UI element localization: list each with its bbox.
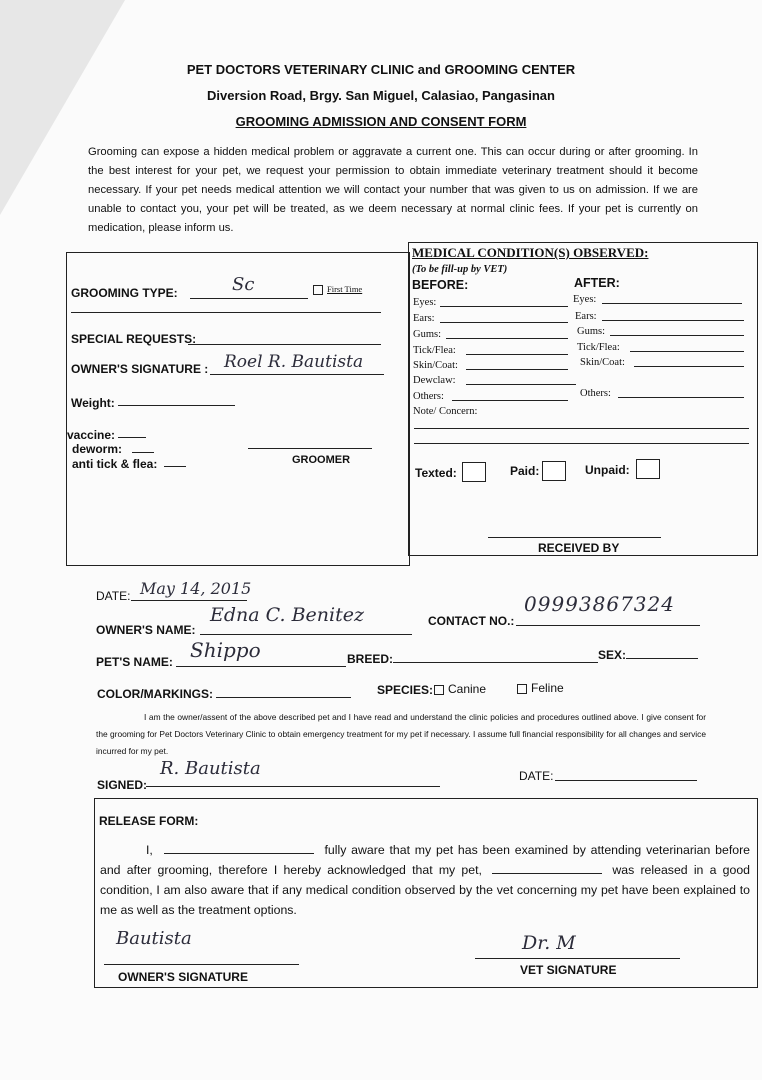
release-owner-signature-value: Bautista	[116, 928, 192, 949]
vaccine-line[interactable]	[118, 437, 146, 438]
before-eyes-label: Eyes:	[413, 297, 437, 308]
date-label: DATE:	[96, 589, 131, 603]
before-skin-label: Skin/Coat:	[413, 360, 458, 371]
after-eyes-label: Eyes:	[573, 294, 597, 305]
sex-line[interactable]	[626, 658, 698, 659]
after-skin-line[interactable]	[634, 366, 744, 367]
after-others-line[interactable]	[618, 397, 744, 398]
release-owner-signature-line[interactable]	[104, 964, 299, 965]
feline-label: Feline	[531, 681, 564, 695]
after-tick-label: Tick/Flea:	[577, 342, 620, 353]
grooming-type-extra-line	[71, 312, 381, 313]
contact-line[interactable]	[516, 625, 700, 626]
vet-signature-line[interactable]	[475, 958, 680, 959]
grooming-type-value[interactable]: Sc	[232, 274, 255, 295]
before-dewclaw-label: Dewclaw:	[413, 375, 456, 386]
owner-name-value: Edna C. Benitez	[210, 604, 364, 626]
note-line-1[interactable]	[414, 428, 749, 429]
owner-signature-label: OWNER'S SIGNATURE :	[71, 362, 209, 376]
release-pet-line[interactable]	[492, 861, 602, 874]
clinic-name: PET DOCTORS VETERINARY CLINIC and GROOMING CENTER	[186, 62, 576, 77]
anti-tick-line[interactable]	[164, 466, 186, 467]
paid-checkbox[interactable]	[542, 461, 566, 481]
before-dewclaw-line[interactable]	[466, 384, 576, 385]
received-by-label: RECEIVED BY	[538, 541, 620, 555]
weight-label: Weight:	[71, 396, 115, 410]
release-text-2: fully aware that my pet has been examined by attending veterinarian before and after grooming, therefore I hereby acknowledged that my pet,	[100, 843, 751, 877]
note-line-2[interactable]	[414, 443, 749, 444]
signed-label: SIGNED:	[97, 778, 148, 792]
groomer-line[interactable]	[248, 448, 372, 449]
before-gums-line[interactable]	[446, 338, 568, 339]
date-value: May 14, 2015	[140, 579, 252, 598]
owner-signature-line[interactable]	[210, 374, 384, 375]
contact-label: CONTACT NO.:	[428, 614, 515, 628]
release-owner-signature-label: OWNER'S SIGNATURE	[118, 970, 248, 984]
owner-signature-value: Roel R. Bautista	[224, 352, 364, 372]
before-gums-label: Gums:	[413, 329, 442, 340]
after-eyes-line[interactable]	[602, 303, 742, 304]
canine-label: Canine	[448, 682, 487, 696]
before-ears-line[interactable]	[440, 322, 568, 323]
before-ears-label: Ears:	[413, 313, 435, 324]
release-text-3: was released in a good condition, I am also aware that if any medical condition observed by the vet concerning my pet have been explained to me as well as the treatment options.	[100, 863, 751, 917]
before-tick-label: Tick/Flea:	[413, 345, 456, 356]
signed-date-label: DATE:	[519, 769, 554, 783]
after-others-label: Others:	[580, 388, 611, 399]
contact-value: 09993867324	[524, 592, 675, 616]
canine-option[interactable]	[434, 682, 486, 696]
note-concern-label: Note/ Concern:	[413, 406, 478, 417]
first-time-label: First Time	[327, 284, 363, 294]
feline-option[interactable]	[517, 681, 564, 695]
release-title: RELEASE FORM:	[99, 814, 199, 828]
before-tick-line[interactable]	[466, 354, 568, 355]
medical-subtitle: (To be fill-up by VET)	[412, 264, 508, 275]
signed-date-line[interactable]	[555, 780, 697, 781]
release-paragraph	[100, 840, 750, 920]
signed-value: R. Bautista	[160, 758, 261, 779]
canine-checkbox-icon	[434, 685, 444, 695]
groomer-label: GROOMER	[292, 454, 351, 466]
consent-paragraph: I am the owner/assent of the above described pet and I have read and understand the clinic policies and procedures outlined above. I give consent for the grooming for Pet Doctors Veterinary Clinic to obtain emergency treatment for my pet if necessary. I assume full financial responsibility for all changes and service incurred for my pet.	[96, 712, 706, 756]
deworm-line[interactable]	[132, 452, 154, 453]
owner-name-line[interactable]	[200, 634, 412, 635]
form-title: GROOMING ADMISSION AND CONSENT FORM	[235, 114, 527, 129]
before-eyes-line[interactable]	[440, 306, 568, 307]
texted-label: Texted:	[415, 466, 457, 480]
grooming-type-line	[190, 298, 308, 299]
before-skin-line[interactable]	[466, 369, 568, 370]
weight-line[interactable]	[118, 405, 235, 406]
color-markings-line[interactable]	[216, 697, 351, 698]
after-skin-label: Skin/Coat:	[580, 357, 625, 368]
unpaid-label: Unpaid:	[585, 463, 630, 477]
after-label: AFTER:	[574, 276, 620, 290]
species-label: SPECIES:	[377, 683, 434, 697]
clinic-address: Diversion Road, Brgy. San Miguel, Calasiao, Pangasinan	[207, 88, 555, 103]
special-requests-line[interactable]	[188, 344, 381, 345]
before-others-label: Others:	[413, 391, 444, 402]
color-markings-label: COLOR/MARKINGS:	[97, 687, 213, 701]
first-time-checkbox[interactable]	[313, 284, 362, 295]
paid-label: Paid:	[510, 464, 540, 478]
special-requests-label: SPECIAL REQUESTS:	[71, 332, 197, 346]
texted-checkbox[interactable]	[462, 462, 486, 482]
unpaid-checkbox[interactable]	[636, 459, 660, 479]
sex-label: SEX:	[598, 648, 627, 662]
owner-name-label: OWNER'S NAME:	[96, 623, 196, 637]
after-gums-line[interactable]	[610, 335, 744, 336]
feline-checkbox-icon	[517, 684, 527, 694]
received-by-line[interactable]	[488, 537, 661, 538]
checkbox-icon	[313, 285, 323, 295]
release-name-line[interactable]	[164, 841, 314, 854]
breed-line[interactable]	[393, 662, 598, 663]
intro-paragraph: Grooming can expose a hidden medical problem or aggravate a current one. This can occur during or after grooming. In the best interest for your pet, we request your permission to obtain immediate veterinary treatment should it become necessary. If your pet needs medical attention we will contact your number that was given to us on admission. If we are unable to contact you, your pet will be treated, as we deem necessary at normal clinic fees. If your pet is currently on medication, please inform us.	[88, 146, 698, 234]
medical-title: MEDICAL CONDITION(S) OBSERVED:	[412, 245, 649, 260]
date-line[interactable]	[131, 600, 247, 601]
anti-tick-label: anti tick & flea:	[72, 457, 158, 471]
after-ears-label: Ears:	[575, 311, 597, 322]
before-others-line[interactable]	[452, 400, 568, 401]
pet-name-value: Shippo	[190, 638, 261, 662]
after-tick-line[interactable]	[630, 351, 744, 352]
before-label: BEFORE:	[412, 278, 469, 292]
pet-name-line[interactable]	[176, 666, 346, 667]
grooming-type-label: GROOMING TYPE:	[71, 286, 178, 300]
deworm-label: deworm:	[72, 442, 123, 456]
vet-signature-label: VET SIGNATURE	[520, 963, 617, 977]
signed-line[interactable]	[146, 786, 440, 787]
after-gums-label: Gums:	[577, 326, 606, 337]
after-ears-line[interactable]	[602, 320, 744, 321]
vet-signature-value: Dr. M	[522, 932, 576, 954]
pet-name-label: PET'S NAME:	[96, 655, 173, 669]
breed-label: BREED:	[347, 652, 394, 666]
release-text-1: I,	[146, 843, 153, 857]
vaccine-label: vaccine:	[67, 428, 116, 442]
